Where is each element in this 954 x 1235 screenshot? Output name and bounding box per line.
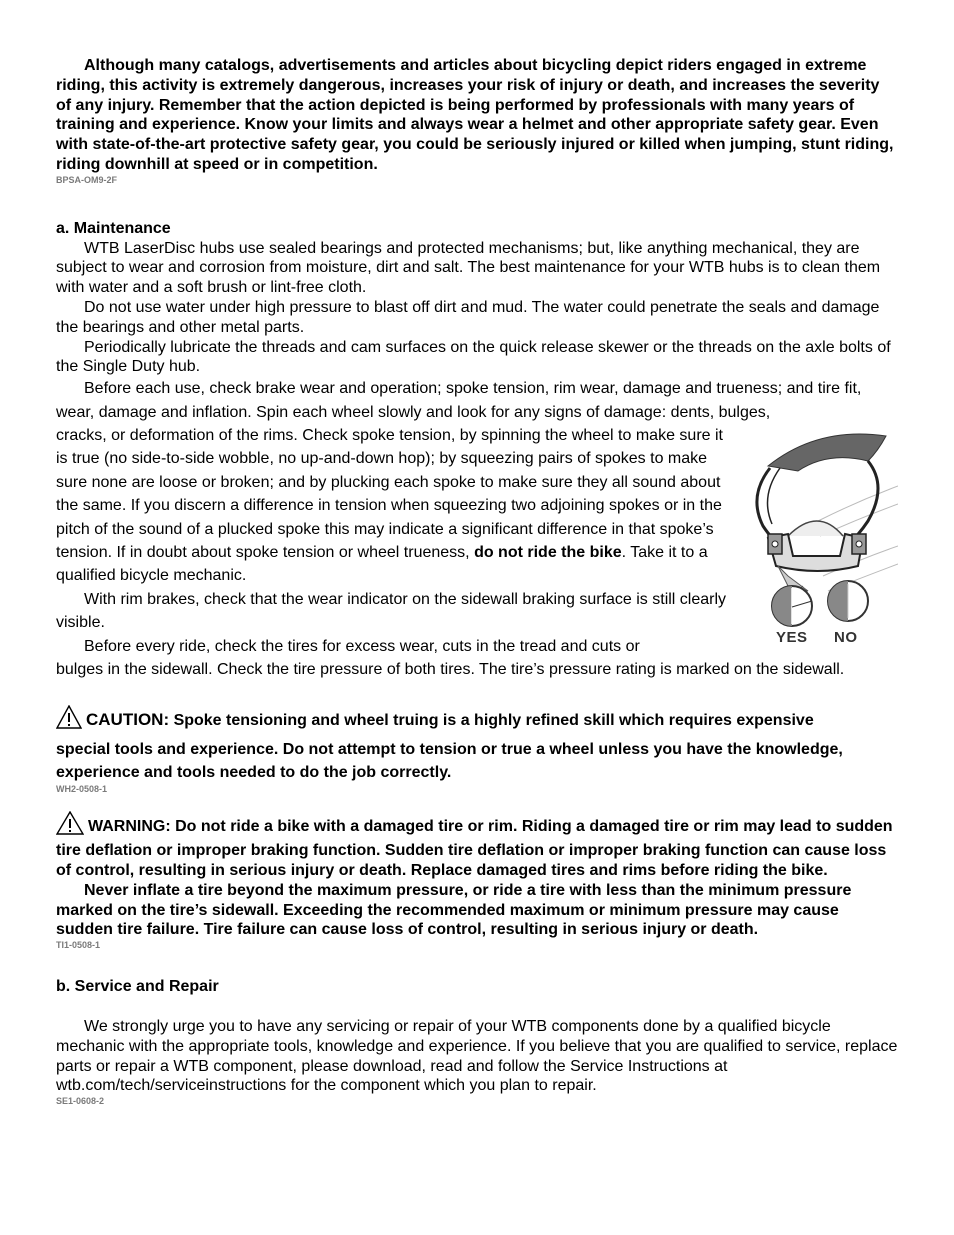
maintenance-p4-bold: do not ride the bike (474, 544, 622, 561)
caution-text2: special tools and experience. Do not attempt to tension or true a wheel unless you have the knowledge, experience and tools needed to do the job correctly. (56, 741, 843, 782)
warning-triangle-icon (56, 811, 84, 841)
caution-text1: Spoke tensioning and wheel truing is a highly refined skill which requires expensive (173, 712, 814, 730)
yes-label: YES (776, 629, 808, 646)
intro-code: BPSA-OM9-2F (56, 174, 118, 185)
maintenance-p6a: Before every ride, check the tires for excess wear, cuts in the tread and cuts or (84, 637, 640, 655)
service-code: SE1-0608-2 (56, 1096, 105, 1107)
maintenance-p4a: Before each use, check brake wear and operation; spoke tension, rim wear, damage and trueness; and tire fit, wear, damage and inflation. Spin each wheel slowly and look for any signs of damage: dents, bulges, (56, 380, 862, 421)
rim-wear-figure (748, 426, 898, 651)
warning-code: TI1-0508-1 (56, 940, 101, 951)
maintenance-p3: Periodically lubricate the threads and cam surfaces on the quick release skewer or the threads on the axle bolts of the Single Duty hub. (56, 338, 891, 376)
maintenance-p1: WTB LaserDisc hubs use sealed bearings and protected mechanisms; but, like anything mechanical, they are subject to wear and corrosion from moisture, dirt and salt. The best maintenance for your WTB hubs is to clean them with water and a soft brush or lint-free cloth. (56, 239, 881, 297)
warning-text2: Never inflate a tire beyond the maximum pressure, or ride a tire with less than the minimum pressure marked on the tire’s sidewall. Exceeding the recommended maximum or minimum pressure may cause sudden tire failure. Tire failure can cause loss of control, resulting in serious injury or death. (56, 881, 852, 939)
maintenance-p6b: bulges in the sidewall. Check the tire pressure of both tires. The tire’s pressure rating is marked on the sidewall. (56, 661, 845, 679)
caution-line (56, 705, 898, 738)
warning-triangle-icon (56, 705, 82, 738)
caution-code: WH2-0508-1 (56, 784, 108, 795)
service-text: We strongly urge you to have any servicing or repair of your WTB components done by a qualified bicycle mechanic with the appropriate tools, knowledge and experience. If you believe that you are qualified to service, replace parts or repair a WTB component, please download, read and follow the Service Instructions at wtb.com/tech/serviceinstructions for the component which you plan to repair. (56, 1018, 898, 1095)
warning-text-body: WARNING: Do not ride a bike with a damaged tire or rim. Riding a damaged tire or rim may lead to sudden tire deflation or improper braking function. Sudden tire deflation or improper braking function can cause loss of control, resulting in serious injury or death. Replace damaged tires and rims before riding the bike. (56, 818, 893, 880)
maintenance-heading: a. Maintenance (56, 219, 171, 237)
maintenance-p4b-text: cracks, or deformation of the rims. Check spoke tension, by spinning the wheel to make sure it is true (no side-to-side wobble, no up-and-down hop); by squeezing pairs of spokes to make sure none are loose or broken; and by plucking each spoke to make sure they all sound about the same. If you discern a difference in tension when squeezing two adjoining spokes or in the pitch of the sound of a plucked spoke this may indicate a significant difference in that spoke’s tension. If in doubt about spoke tension or wheel trueness, (56, 426, 723, 561)
maintenance-p2: Do not use water under high pressure to blast off dirt and mud. The water could penetrate the seals and damage the bearings and other metal parts. (56, 298, 880, 336)
caution-label: CAUTION: (86, 710, 170, 730)
maintenance-p4-end: . Take it to a qualified bicycle mechanic. (56, 544, 708, 585)
rim-wear-illustration (748, 426, 898, 651)
service-heading: b. Service and Repair (56, 978, 219, 996)
maintenance-p5: With rim brakes, check that the wear indicator on the sidewall braking surface is still clearly visible. (56, 590, 727, 632)
warning-text (56, 811, 898, 880)
no-label: NO (834, 629, 858, 646)
intro-warning-text: Although many catalogs, advertisements and articles about bicycling depict riders engaged in extreme riding, this activity is extremely dangerous, increases your risk of injury or death, and increases the severity of any injury. Remember that the action depicted is being performed by professionals with many years of training and experience. Know your limits and always wear a helmet and other appropriate safety gear. Even with state-of-the-art protective safety gear, you could be seriously injured or killed when jumping, stunt riding, riding downhill at speed or in competition. (56, 57, 894, 173)
maintenance-p4b (56, 424, 736, 588)
